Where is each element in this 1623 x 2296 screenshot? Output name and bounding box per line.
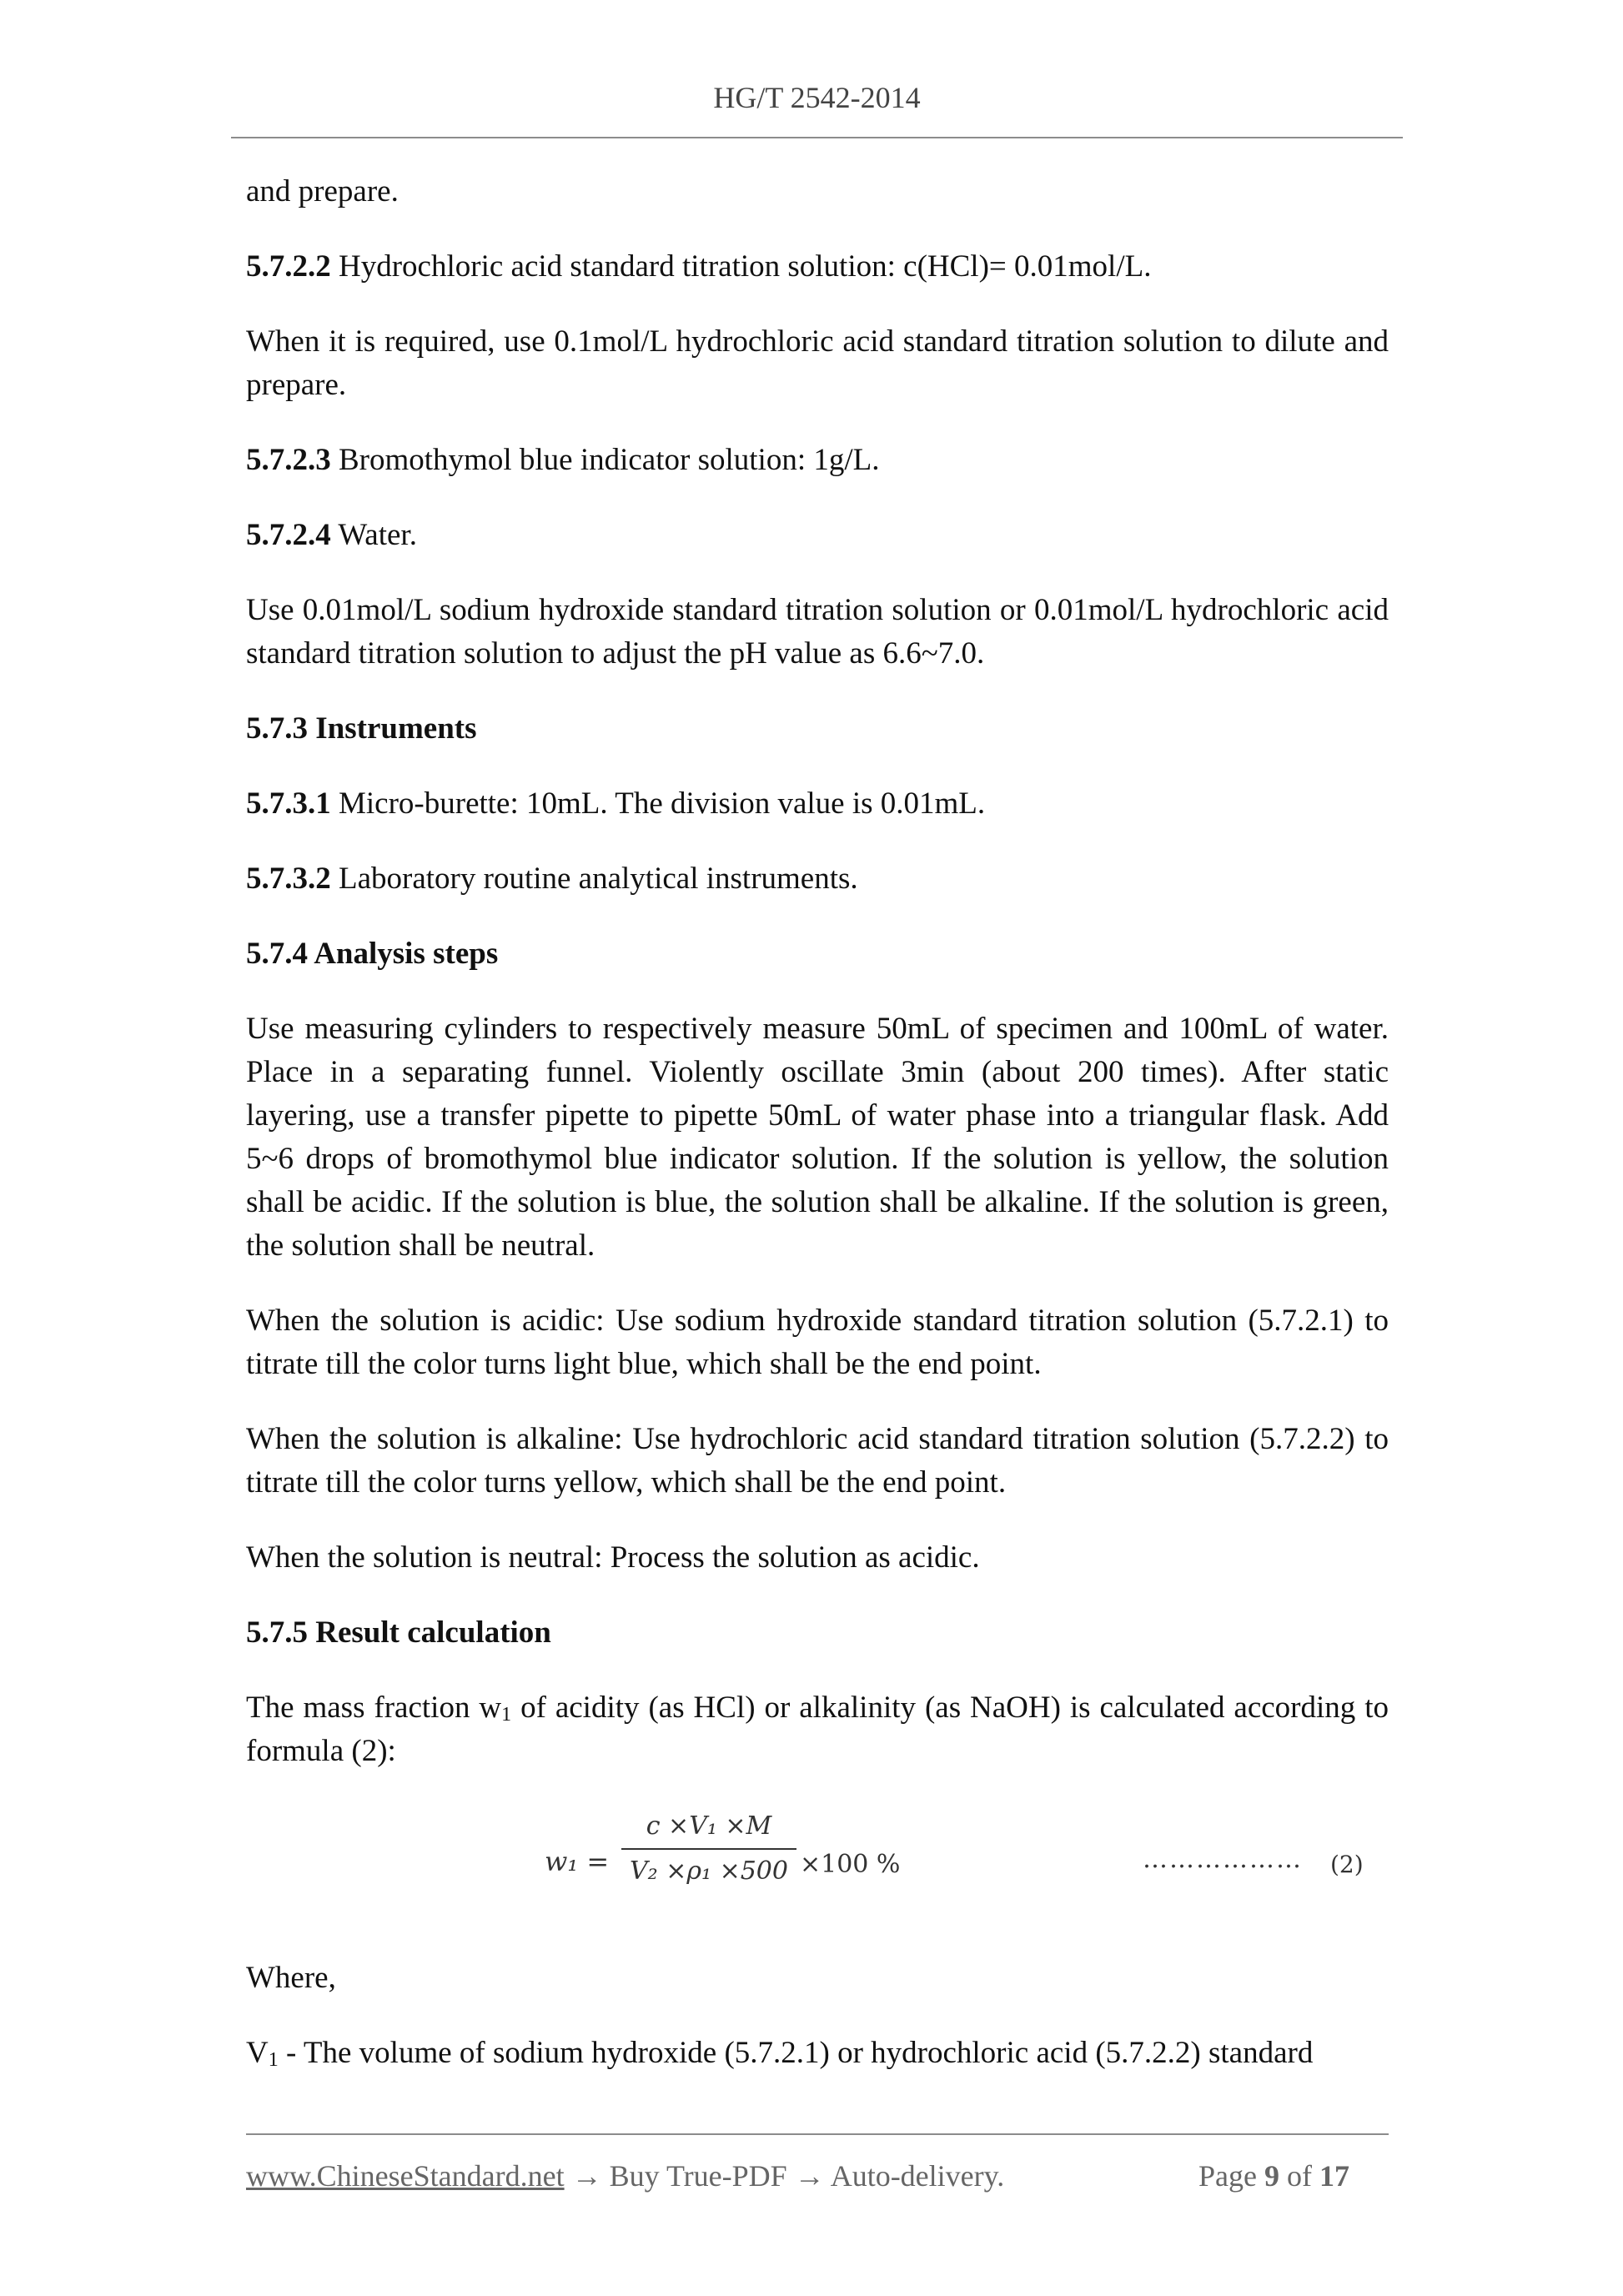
- formula-number: (2): [1330, 1851, 1364, 1878]
- clause-number: 5.7.3.2: [246, 862, 331, 896]
- section-heading-5-7-4: 5.7.4 Analysis steps: [246, 937, 499, 971]
- definition-v1: [246, 2032, 1389, 2075]
- current-page: 9: [1264, 2159, 1279, 2193]
- paragraph-mass-fraction: [246, 1686, 1389, 1773]
- paragraph-water: Use 0.01mol/L sodium hydroxide standard titration solution or 0.01mol/L hydrochloric acid standard titration solution to adjust the pH value as 6.6~7.0.: [246, 593, 1389, 671]
- section-heading-5-7-3: 5.7.3 Instruments: [246, 711, 477, 746]
- footer-promo: [246, 2158, 1004, 2193]
- website-link[interactable]: www.ChineseStandard.net: [246, 2159, 565, 2193]
- formula-fraction: [621, 1810, 796, 1888]
- clause-text: Water.: [330, 518, 417, 552]
- subscript: 1: [501, 1704, 512, 1726]
- page-content: [246, 170, 1389, 2075]
- clause-5-7-2-3: [246, 439, 1389, 482]
- formula-lhs: w₁ =: [545, 1846, 610, 1877]
- text-run: V: [246, 2036, 269, 2070]
- subscript: 1: [268, 2049, 279, 2071]
- of-label: of: [1279, 2159, 1319, 2193]
- page-header: HG/T 2542-2014: [713, 81, 921, 114]
- text-run: of acidity (as HCl) or alkalinity (as NaOH) is calculated according to formula (2):: [246, 1691, 1389, 1768]
- header-divider: [231, 137, 1403, 138]
- paragraph-where: Where,: [246, 1961, 336, 1995]
- page-label: Page: [1198, 2159, 1264, 2193]
- clause-text: Micro-burette: 10mL. The division value is 0.01mL.: [330, 786, 986, 821]
- clause-number: 5.7.2.3: [246, 443, 331, 477]
- paragraph-acidic: When the solution is acidic: Use sodium hydroxide standard titration solution (5.7.2.1) to titrate till the color turns light blue, which shall be the end point.: [246, 1304, 1389, 1381]
- clause-text: Hydrochloric acid standard titration solution: c(HCl)= 0.01mol/L.: [330, 249, 1152, 284]
- clause-5-7-2-4: [246, 514, 1389, 557]
- paragraph-neutral: When the solution is neutral: Process the solution as acidic.: [246, 1540, 980, 1575]
- clause-number: 5.7.2.2: [246, 249, 331, 284]
- footer-promo-text: → Buy True-PDF → Auto-delivery.: [564, 2159, 1005, 2193]
- clause-5-7-3-2: [246, 857, 1389, 901]
- text-run: The mass fraction w: [246, 1691, 502, 1725]
- footer-divider: [246, 2133, 1389, 2135]
- paragraph-continuation: and prepare.: [246, 174, 399, 208]
- page-number: [1198, 2158, 1349, 2193]
- section-heading-5-7-5: 5.7.5 Result calculation: [246, 1615, 551, 1650]
- formula-leader-dots: ………………: [1143, 1845, 1303, 1874]
- formula-numerator: c ×V₁ ×M: [646, 1811, 772, 1841]
- clause-number: 5.7.3.1: [246, 786, 331, 821]
- formula-denominator: V₂ ×ρ₁ ×500: [630, 1856, 788, 1886]
- text-run: - The volume of sodium hydroxide (5.7.2.1) or hydrochloric acid (5.7.2.2) standard: [278, 2036, 1314, 2070]
- clause-text: Bromothymol blue indicator solution: 1g/L.: [330, 443, 880, 477]
- total-pages: 17: [1319, 2159, 1349, 2193]
- clause-text: Laboratory routine analytical instruments.: [330, 862, 858, 896]
- formula-2: [246, 1805, 1389, 1922]
- clause-5-7-2-2: [246, 245, 1389, 289]
- clause-5-7-3-1: [246, 782, 1389, 826]
- paragraph-dilute: When it is required, use 0.1mol/L hydrochloric acid standard titration solution to dilute and prepare.: [246, 324, 1389, 402]
- clause-number: 5.7.2.4: [246, 518, 331, 552]
- formula-multiplier: ×100 %: [800, 1850, 901, 1879]
- paragraph-analysis-steps: Use measuring cylinders to respectively measure 50mL of specimen and 100mL of water. Place in a separating funnel. Violently oscillate 3min (about 200 times). After static layering, use a transfer pipette to pipette 50mL of water phase into a triangular flask. Add 5~6 drops of bromothymol blue indicator solution. If the solution is yellow, the solution shall be acidic. If the solution is blue, the solution shall be alkaline. If the solution is green, the solution shall be neutral.: [246, 1012, 1389, 1263]
- fraction-bar: [621, 1848, 796, 1850]
- paragraph-alkaline: When the solution is alkaline: Use hydrochloric acid standard titration solution (5.7.2.2) to titrate till the color turns yellow, which shall be the end point.: [246, 1422, 1389, 1500]
